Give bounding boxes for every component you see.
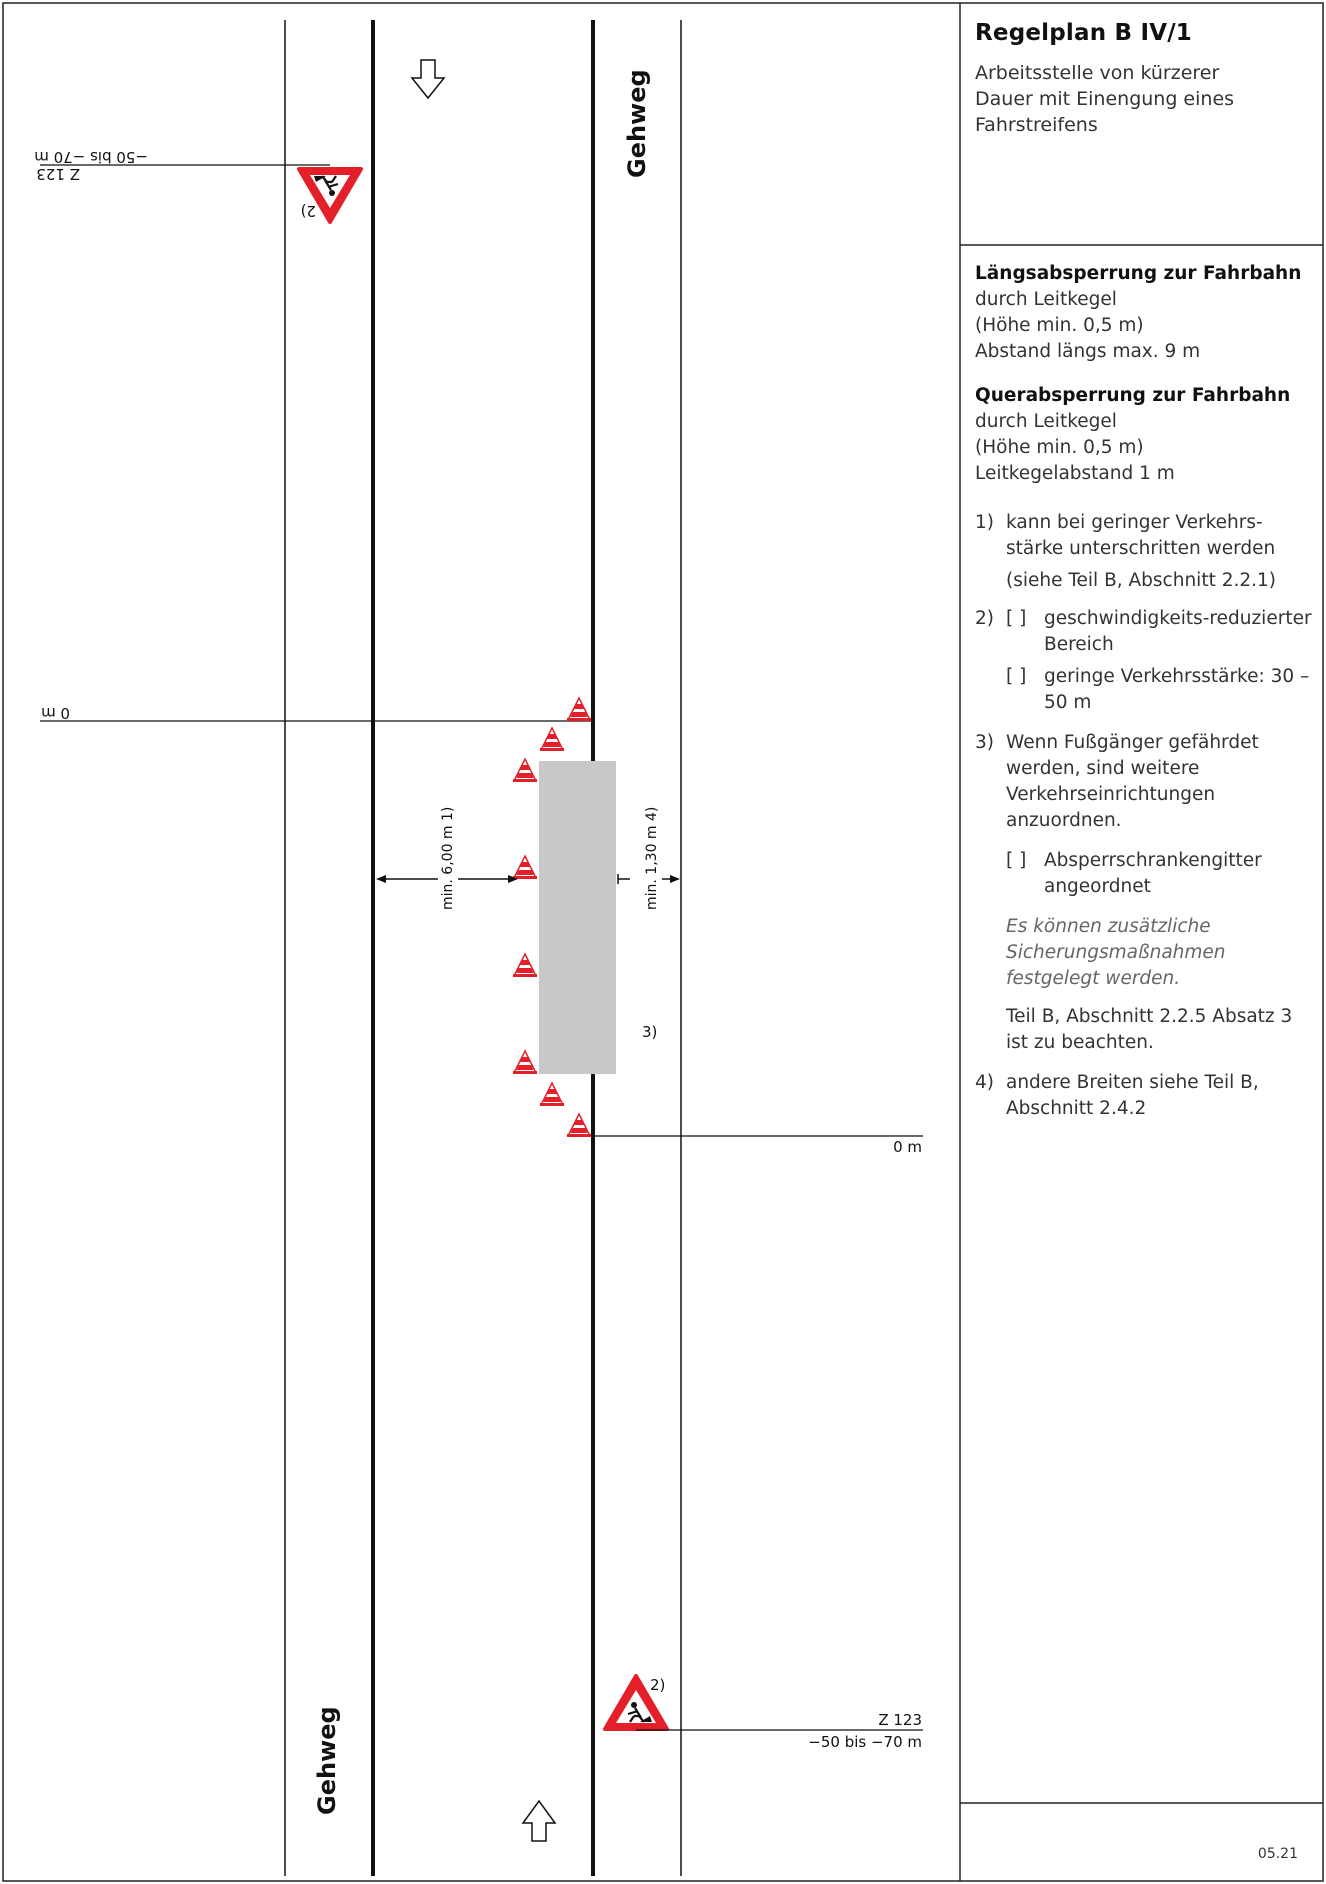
sidewalk-label-left: Gehweg — [313, 1706, 341, 1815]
title-panel — [975, 12, 1315, 138]
bottom-note-ref-2: 2) — [650, 1676, 666, 1694]
worksite-note-ref-3: 3) — [642, 1023, 658, 1041]
note-4 — [975, 1070, 1315, 1122]
bottom-sign-distance: −50 bis −70 m — [808, 1733, 922, 1751]
quer-section — [975, 383, 1315, 487]
laengs-line: (Höhe min. 0,5 m) — [975, 315, 1144, 336]
checkbox-bracket: [ ] — [1006, 608, 1027, 629]
quer-heading: Querabsperrung zur Fahrbahn — [975, 385, 1291, 406]
note-italic: Es können zusätzliche Sicherungsmaßnahmen festgelegt werden. — [1006, 916, 1226, 989]
laengs-line: durch Leitkegel — [975, 289, 1117, 310]
laengs-heading: Längsabsperrung zur Fahrbahn — [975, 263, 1302, 284]
option-text: geringe Verkehrsstärke: 30 – 50 m — [1044, 666, 1310, 713]
traffic-cone-icon — [567, 698, 591, 721]
note-text: kann bei geringer Verkehrs-stärke unterschritten werden — [1006, 512, 1276, 559]
quer-line: durch Leitkegel — [975, 411, 1117, 432]
bottom-sign-label: Z 123 — [878, 1711, 922, 1729]
top-sign-distance: −50 bis −70 m — [34, 148, 148, 166]
arrow-down-icon — [412, 60, 444, 98]
worksite-area — [539, 761, 616, 1074]
note-number: 2) — [975, 608, 994, 629]
traffic-cone-icon — [540, 1083, 564, 1106]
traffic-cone-icon — [567, 1114, 591, 1137]
note-option — [1006, 606, 1315, 658]
version-label: 05.21 — [1257, 1846, 1298, 1862]
traffic-cone-icon — [540, 728, 564, 751]
bottom-zero-label: 0 m — [893, 1138, 922, 1156]
walk-width-label: min. 1,30 m 4) — [644, 806, 660, 910]
note-text: andere Breiten siehe Teil B, Abschnitt 2.4.2 — [1006, 1072, 1259, 1119]
option-text: geschwindigkeits-reduzierter Bereich — [1044, 608, 1312, 655]
arrow-up-icon — [523, 1801, 555, 1841]
note-number: 4) — [975, 1072, 994, 1093]
note-option — [1006, 848, 1315, 900]
traffic-cone-icon — [513, 856, 537, 879]
note-2 — [975, 606, 1315, 716]
top-note-ref-2: 2) — [300, 202, 316, 220]
note-reference: (siehe Teil B, Abschnitt 2.2.1) — [1006, 570, 1276, 591]
checkbox-bracket: [ ] — [1006, 850, 1027, 871]
note-3 — [975, 730, 1315, 1056]
lane-width-label: min. 6,00 m 1) — [440, 806, 456, 910]
laengs-line: Abstand längs max. 9 m — [975, 341, 1201, 362]
page-title: Regelplan B IV/1 — [975, 20, 1193, 46]
page-subtitle: Arbeitsstelle von kürzerer Dauer mit Einengung eines Fahrstreifens — [975, 62, 1235, 136]
note-number: 1) — [975, 512, 994, 533]
note-1 — [975, 510, 1315, 594]
option-text: Absperrschrankengitter angeordnet — [1044, 850, 1262, 897]
sidewalk-label-right: Gehweg — [623, 69, 651, 178]
quer-line: (Höhe min. 0,5 m) — [975, 437, 1144, 458]
traffic-cone-icon — [513, 1051, 537, 1074]
checkbox-bracket: [ ] — [1006, 666, 1027, 687]
top-zero-label: 0 m — [41, 704, 70, 722]
traffic-cone-icon — [513, 954, 537, 977]
notes-section — [975, 500, 1315, 1122]
note-text: Wenn Fußgänger gefährdet werden, sind weitere Verkehrseinrichtungen anzuordnen. — [1006, 732, 1259, 831]
traffic-cone-icon — [513, 759, 537, 782]
note-option — [1006, 664, 1315, 716]
note-reference: Teil B, Abschnitt 2.2.5 Absatz 3 ist zu beachten. — [1006, 1006, 1293, 1053]
note-number: 3) — [975, 732, 994, 753]
quer-line: Leitkegelabstand 1 m — [975, 463, 1175, 484]
top-sign-label: Z 123 — [36, 165, 80, 183]
laengs-section — [975, 261, 1315, 365]
